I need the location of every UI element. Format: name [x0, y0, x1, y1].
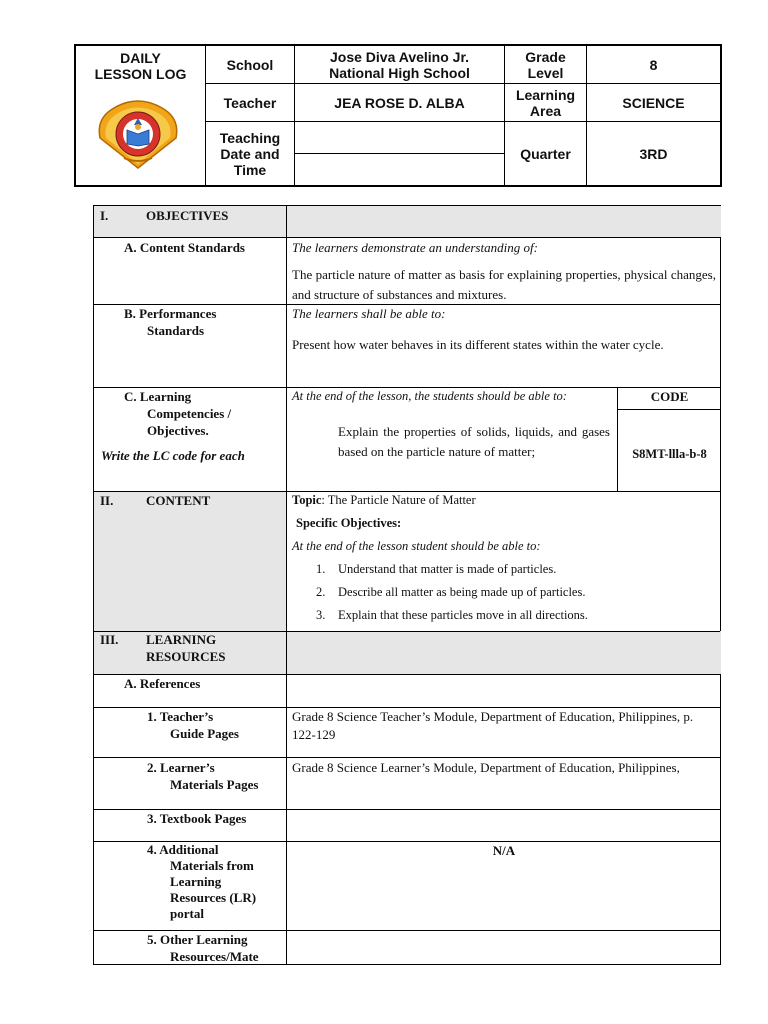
- competencies-intro: At the end of the lesson, the students should be able to:: [292, 389, 567, 403]
- additional-materials-label: portal: [170, 906, 204, 921]
- school-value: Jose Diva Avelino Jr. National High School: [329, 48, 470, 81]
- topic: [292, 492, 476, 509]
- content-standards-label: A. Content Standards: [124, 240, 245, 255]
- deped-seal-logo: [94, 98, 182, 170]
- specific-objectives-label: Specific Objectives:: [296, 516, 402, 530]
- header-table: [74, 44, 722, 187]
- list-item: 2. Describe all matter as being made up of particles.: [316, 585, 586, 599]
- teachers-guide-label: 1. Teacher’s: [147, 709, 214, 724]
- topic-value: : The Particle Nature of Matter: [321, 493, 476, 507]
- divider: [294, 153, 504, 154]
- other-resources-label: 5. Other Learning: [147, 932, 248, 947]
- school-label: School: [226, 56, 274, 73]
- textbook-pages-label: 3. Textbook Pages: [147, 811, 247, 826]
- learning-area-label: Learning Area: [515, 86, 576, 119]
- additional-materials-label: Resources (LR): [170, 890, 257, 905]
- learners-materials-label: 2. Learner’s: [147, 760, 215, 775]
- learners-materials-value: Grade 8 Science Learner’s Module, Department of Education, Philippines,: [292, 760, 680, 775]
- content-standards-text: The particle nature of matter as basis for explaining properties, physical changes, and structure of substances and mixtures.: [292, 267, 716, 302]
- grade-value: 8: [649, 56, 658, 73]
- section-title: CONTENT: [146, 493, 211, 508]
- learning-area-value: SCIENCE: [622, 94, 685, 111]
- teacher-value: JEA ROSE D. ALBA: [334, 94, 465, 111]
- competencies-label: C. Learning: [124, 389, 192, 404]
- additional-materials-label: Materials from: [170, 858, 254, 873]
- competency-text: Explain the properties of solids, liquids, and gases based on the particle nature of matter;: [338, 424, 610, 459]
- references-label: A. References: [124, 676, 201, 691]
- section-number: III.: [100, 632, 119, 647]
- additional-materials-value: N/A: [492, 843, 516, 858]
- performance-standards-label: Standards: [147, 323, 205, 338]
- content-standards-intro: The learners demonstrate an understanding of:: [292, 240, 538, 255]
- quarter-label: Quarter: [520, 145, 571, 162]
- competency-code: S8MT-lllа-b-8: [632, 447, 707, 461]
- teaching-date-label: Teaching Date and Time: [219, 130, 281, 178]
- code-header: CODE: [650, 389, 689, 404]
- grade-label: Grade Level: [525, 48, 566, 81]
- section-title: OBJECTIVES: [146, 208, 229, 223]
- list-item: 1. Understand that matter is made of particles.: [316, 562, 557, 576]
- list-item: 3. Explain that these particles move in all directions.: [316, 608, 588, 622]
- section-shade: [94, 491, 286, 631]
- learners-materials-label: Materials Pages: [170, 777, 259, 792]
- topic-label: Topic: [292, 493, 322, 507]
- divider: [94, 237, 720, 238]
- competencies-label: Objectives.: [147, 423, 209, 438]
- performance-standards-label: B. Performances: [124, 306, 217, 321]
- divider: [617, 409, 720, 410]
- performance-standards-intro: The learners shall be able to:: [292, 306, 446, 321]
- lesson-plan-table: [93, 205, 721, 965]
- performance-standards-text: Present how water behaves in its different states within the water cycle.: [292, 337, 664, 352]
- specific-objectives-intro: At the end of the lesson student should be able to:: [292, 539, 541, 553]
- section-number: I.: [100, 208, 109, 223]
- quarter-value: 3RD: [639, 145, 668, 162]
- teachers-guide-value: Grade 8 Science Teacher’s Module, Department of Education, Philippines, p. 122-129: [292, 709, 694, 742]
- additional-materials-label: Learning: [170, 874, 222, 889]
- teachers-guide-label: Guide Pages: [170, 726, 239, 741]
- section-number: II.: [100, 493, 114, 508]
- lesson-log-title: DAILY LESSON LOG: [94, 50, 187, 82]
- other-resources-label: Resources/Mate: [170, 949, 259, 964]
- section-title: LEARNING: [146, 632, 217, 647]
- teacher-label: Teacher: [223, 94, 277, 111]
- lc-code-note: Write the LC code for each: [101, 448, 245, 463]
- additional-materials-label: 4. Additional: [147, 842, 219, 857]
- competencies-label: Competencies /: [147, 406, 232, 421]
- divider: [94, 757, 720, 758]
- section-title: RESOURCES: [146, 649, 226, 664]
